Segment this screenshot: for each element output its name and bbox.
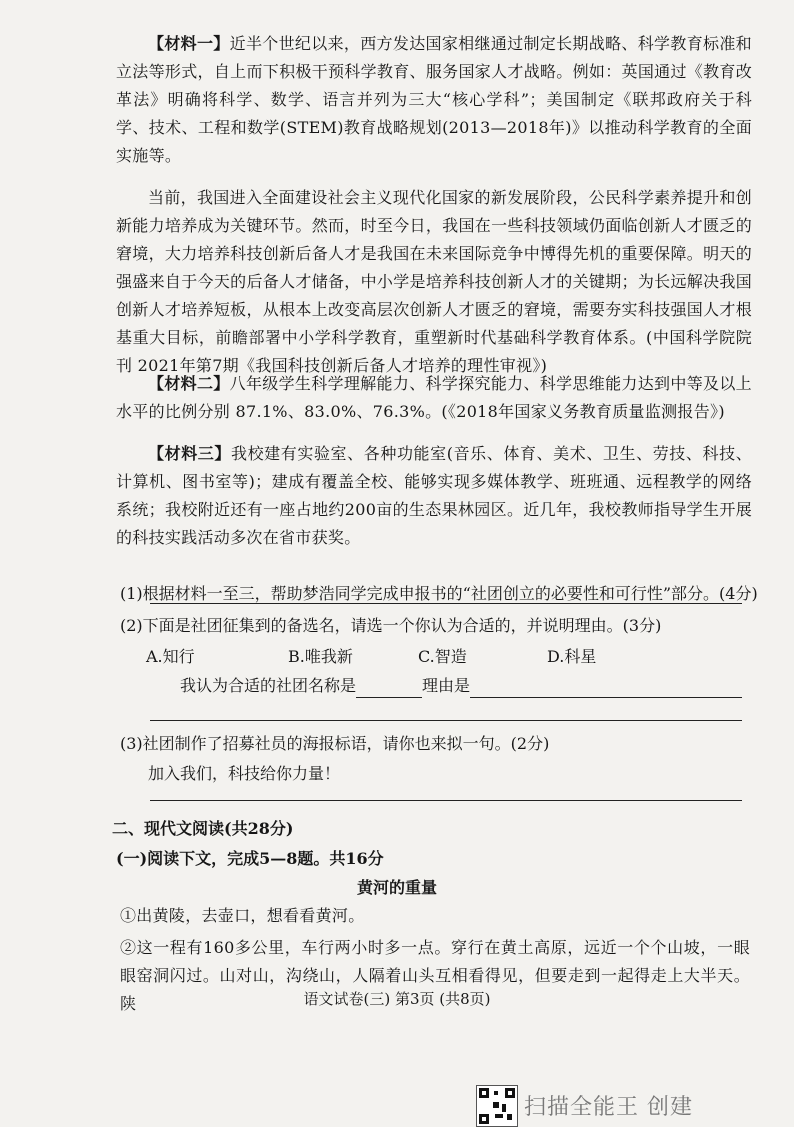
reason-blank[interactable] <box>470 677 742 698</box>
question-2-answer <box>180 674 742 698</box>
answer-name-prefix: 我认为合适的社团名称是 <box>180 676 357 695</box>
material1-paragraph <box>116 30 752 170</box>
material1-paragraph-2: 当前，我国进入全面建设社会主义现代化国家的新发展阶段，公民科学素养提升和创新能力培养成为关键环节。然而，时至今日，我国在一些科技领域仍面临创新人才匮乏的窘境，大力培养科技创新后备人才是我国在未来国际竞争中博得先机的重要保障。明天的强盛来自于今天的后备人才储备，中小学是培养科技创新人才的关键期；为长远解决我国创新人才培养短板，从根本上改变高层次创新人才匮乏的窘境，需要夯实科技强国人才根基重大目标，前瞻部署中小学科学教育，重塑新时代基础科学教育体系。(中国科学院院刊 2021年第7期《我国科技创新后备人才培养的理性审视》) <box>116 188 752 375</box>
material2-label: 【材料二】 <box>148 374 230 393</box>
question-3: (3)社团制作了招募社员的海报标语，请你也来拟一句。(2分) <box>120 734 550 753</box>
material3-label: 【材料三】 <box>148 444 231 463</box>
section-subheading: (一)阅读下文，完成5—8题。共16分 <box>116 849 384 868</box>
material3-text: 我校建有实验室、各种功能室(音乐、体育、美术、卫生、劳技、科技、计算机、图书室等)；建成有覆盖全校、能够实现多媒体教学、班班通、远程教学的网络系统；我校附近还有一座占地约200亩的生态果林园区。近几年，我校教师指导学生开展的科技实践活动多次在省市获奖。 <box>116 444 752 547</box>
scanner-watermark: 扫描全能王 创建 <box>524 1095 693 1120</box>
material2-paragraph <box>116 370 752 426</box>
article-title: 黄河的重量 <box>356 878 437 897</box>
material1-text: 近半个世纪以来，西方发达国家相继通过制定长期战略、科学教育标准和立法等形式，自上而下积极干预科学教育、服务国家人才战略。例如：英国通过《教育改革法》明确将科学、数学、语言并列为三大“核心学科”；美国制定《联邦政府关于科学、技术、工程和数学(STEM)教育战略规划(2013—2018年)》以推动科学教育的全面实施等。 <box>116 34 752 165</box>
answer-line-3[interactable] <box>150 800 742 801</box>
option-b[interactable]: B.唯我新 <box>288 647 353 666</box>
question-2: (2)下面是社团征集到的备选名，请选一个你认为合适的，并说明理由。(3分) <box>120 616 662 635</box>
section-heading: 二、现代文阅读(共28分) <box>112 819 294 838</box>
answer-line-2[interactable] <box>150 720 742 721</box>
qr-code-icon <box>476 1085 518 1127</box>
option-d[interactable]: D.科星 <box>547 647 597 666</box>
option-a[interactable]: A.知行 <box>146 647 195 666</box>
question-1: (1)根据材料一至三，帮助梦浩同学完成申报书的“社团创立的必要性和可行性”部分。(4分) <box>120 584 758 603</box>
club-name-blank[interactable] <box>356 677 422 698</box>
option-c[interactable]: C.智造 <box>418 647 467 666</box>
page-footer: 语文试卷(三) 第3页 (共8页) <box>303 990 491 1008</box>
question-3-example: 加入我们，科技给你力量！ <box>148 764 341 783</box>
material2-text: 八年级学生科学理解能力、科学探究能力、科学思维能力达到中等及以上水平的比例分别 87.1%、83.0%、76.3%。(《2018年国家义务教育质量监测报告》) <box>116 374 752 421</box>
material1-label: 【材料一】 <box>148 34 230 53</box>
answer-line-1[interactable] <box>150 603 742 604</box>
article-paragraph-2: ②这一程有160多公里，车行两小时多一点。穿行在黄土高原，远近一个个山坡，一眼眼窑洞闪过。山对山，沟绕山，人隔着山头互相看得见，但要走到一起得走上大半天。陕 <box>120 938 750 1013</box>
material3-paragraph <box>116 440 752 552</box>
article-paragraph-1: ①出黄陵，去壶口，想看看黄河。 <box>120 906 365 925</box>
answer-reason-prefix: 理由是 <box>422 676 471 695</box>
